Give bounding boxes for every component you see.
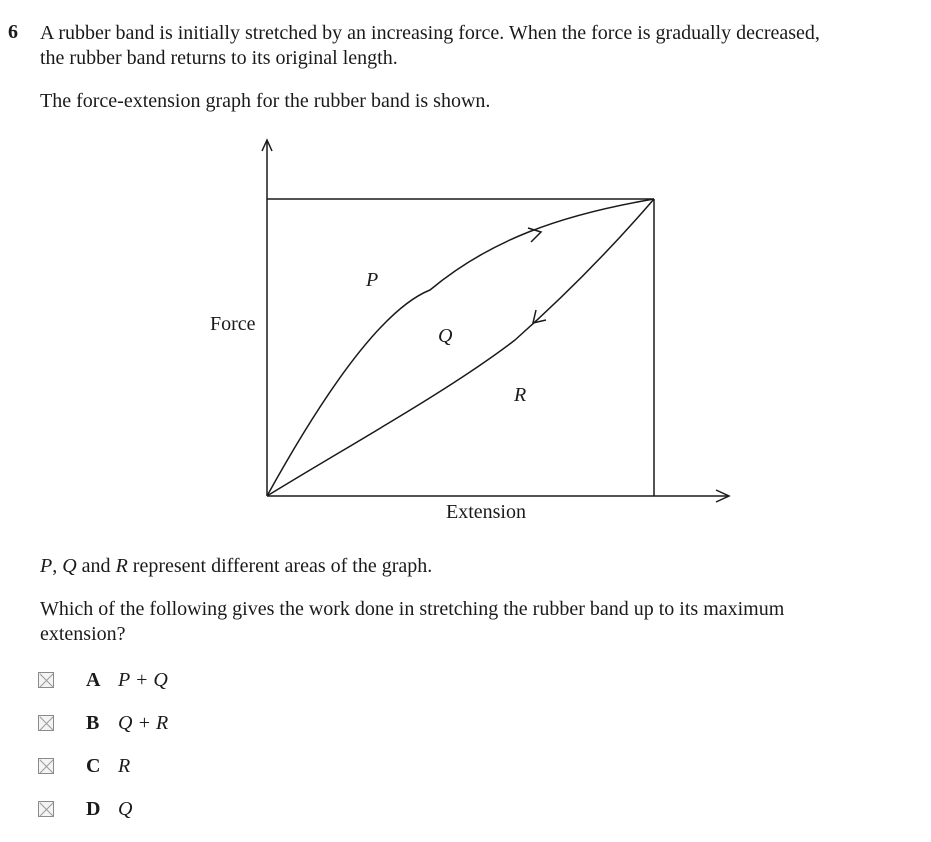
loading-arrowhead xyxy=(528,228,541,242)
areas-and: and xyxy=(81,555,111,577)
region-label-r: R xyxy=(514,384,527,406)
y-axis-label: Force xyxy=(210,313,256,335)
option-b[interactable] xyxy=(38,713,338,737)
areas-q: Q xyxy=(62,555,77,577)
option-a-expression: P + Q xyxy=(118,669,168,691)
graph-intro: The force-extension graph for the rubber band is shown. xyxy=(40,90,491,112)
question-stem: A rubber band is initially stretched by an increasing force. When the force is gradually decreased, the rubber band returns to its original length. xyxy=(40,22,820,69)
option-c[interactable] xyxy=(38,756,338,780)
loading-curve xyxy=(267,199,654,496)
question-prompt: Which of the following gives the work done in stretching the rubber band up to its maximum extension? xyxy=(40,598,785,645)
areas-r: R xyxy=(115,555,128,577)
option-d-letter: D xyxy=(86,798,101,820)
question-number: 6 xyxy=(8,21,18,43)
option-b-letter: B xyxy=(86,712,100,734)
region-label-q: Q xyxy=(438,325,453,347)
option-c-expression: R xyxy=(118,755,131,777)
areas-rest: represent different areas of the graph. xyxy=(132,555,433,577)
areas-p: P xyxy=(40,555,53,577)
option-a[interactable] xyxy=(38,670,338,694)
option-d-checkbox[interactable] xyxy=(38,801,54,817)
areas-sentence: P, Q and R represent different areas of the graph. xyxy=(40,555,433,577)
option-b-checkbox[interactable] xyxy=(38,715,54,731)
x-axis-label: Extension xyxy=(446,501,526,523)
option-b-expression: Q + R xyxy=(118,712,169,734)
region-label-p: P xyxy=(366,269,379,291)
option-a-checkbox[interactable] xyxy=(38,672,54,688)
unloading-curve xyxy=(267,199,654,496)
option-c-checkbox[interactable] xyxy=(38,758,54,774)
option-d-expression: Q xyxy=(118,798,133,820)
option-c-letter: C xyxy=(86,755,101,777)
option-d[interactable] xyxy=(38,799,338,823)
option-a-letter: A xyxy=(86,669,101,691)
